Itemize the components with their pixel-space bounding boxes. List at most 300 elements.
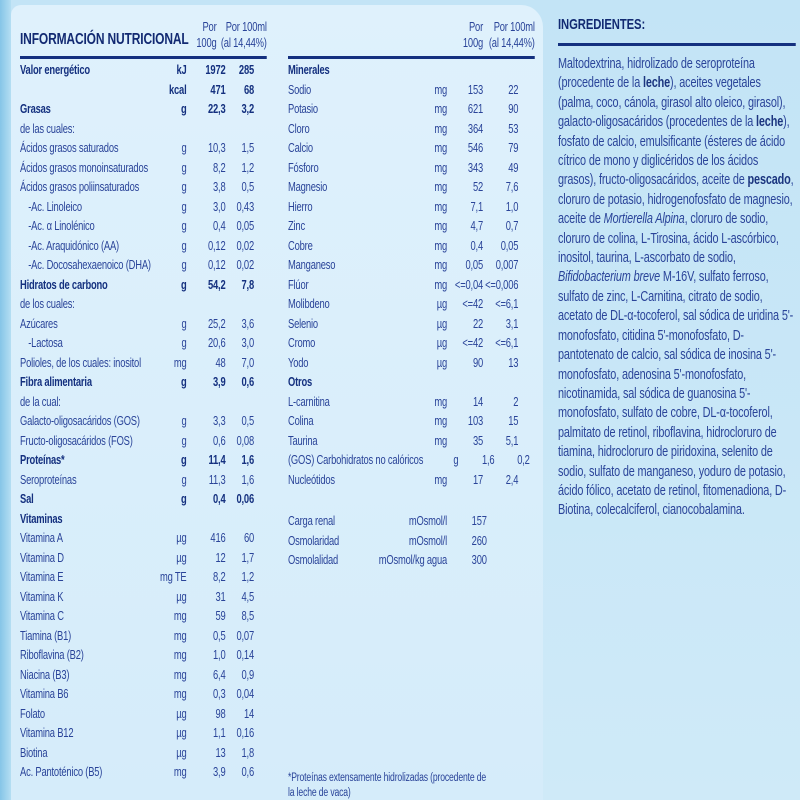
nutrient-label: Yodo xyxy=(288,355,309,370)
value-per-100ml: 1,7 xyxy=(241,550,254,565)
nutrient-unit: mg xyxy=(434,180,447,194)
section-subheader-row xyxy=(288,61,535,81)
value-per-100g: 3,9 xyxy=(213,375,226,389)
nutrient-unit: mg xyxy=(173,687,187,701)
value-per-100g xyxy=(187,295,226,315)
value-per-100ml: 0,04 xyxy=(236,687,254,701)
nutrient-label: Vitamina B6 xyxy=(20,687,69,701)
nutrient-unit: g xyxy=(181,180,187,194)
nutrient-row xyxy=(20,334,267,354)
value-per-100g: 10,3 xyxy=(207,141,226,155)
value-per-100ml: 285 xyxy=(238,63,254,77)
col-header-per-100g: Por 100g xyxy=(462,20,483,50)
ingredients-section xyxy=(558,10,798,521)
value-per-100ml: 0,06 xyxy=(236,492,254,506)
nutrient-unit: g xyxy=(181,316,187,331)
nutrient-label: Otros xyxy=(288,375,313,389)
nutrient-row xyxy=(288,178,535,198)
nutrient-row xyxy=(20,744,267,764)
nutrient-label: Manganeso xyxy=(288,258,336,272)
nutrient-label: Folato xyxy=(20,706,45,721)
value-per-100ml: 1,8 xyxy=(241,745,254,760)
nutrient-label: Osmolaridad xyxy=(288,533,340,548)
ingredient-segment: leche xyxy=(642,75,671,92)
value-per-100g: 0,12 xyxy=(207,258,226,272)
nutrient-label: Tiamina (B1) xyxy=(20,628,72,643)
nutrient-label: Vitaminas xyxy=(20,511,63,526)
nutrient-label: L-carnitina xyxy=(288,394,330,409)
nutrient-label: Colina xyxy=(288,414,314,428)
value-per-100g: 59 xyxy=(215,609,226,623)
nutrient-unit: mg xyxy=(434,277,447,292)
nutrient-label: Cloro xyxy=(288,121,310,136)
nutrient-row xyxy=(288,432,535,452)
value-per-100ml: 60 xyxy=(243,531,254,545)
nutrient-label: Fructo-oligosacáridos (FOS) xyxy=(20,433,133,448)
nutrient-unit: µg xyxy=(176,745,187,760)
value-per-100ml: 0,05 xyxy=(500,238,519,253)
nutrient-unit: µg xyxy=(436,316,447,331)
nutrient-rows-middle xyxy=(288,61,535,490)
nutrient-label: Potasio xyxy=(288,102,318,116)
value-per-100g: <=0,04 xyxy=(454,277,483,292)
nutrient-label: Ácidos grasos saturados xyxy=(20,141,119,155)
nutrient-unit: mg xyxy=(434,433,447,448)
nutrient-unit xyxy=(412,373,447,393)
nutrition-panel xyxy=(11,5,543,800)
nutrient-label: Galacto-oligosacáridos (GOS) xyxy=(20,414,140,428)
nutrient-unit: µg xyxy=(176,531,187,545)
value-per-100ml: 3,2 xyxy=(241,102,254,116)
nutrient-label: Osmolalidad xyxy=(288,553,339,567)
value-per-100g: 31 xyxy=(215,589,226,604)
value-per-100ml xyxy=(226,295,255,315)
nutrient-row xyxy=(288,217,535,237)
nutrient-label: Nucleótidos xyxy=(288,472,335,487)
section-subheader-row xyxy=(20,510,267,530)
value-per-100g: 3,8 xyxy=(213,180,226,194)
col-header-per-100ml: Por 100ml (al 14,44%) xyxy=(220,20,267,50)
value-per-100g: 103 xyxy=(467,414,483,428)
nutrient-label: Vitamina A xyxy=(20,531,63,545)
value-per-100ml: 0,16 xyxy=(236,726,254,740)
nutrient-label: Fibra alimentaria xyxy=(20,375,92,389)
nutrient-label: Vitamina D xyxy=(20,550,64,565)
value-per-100ml: 2 xyxy=(513,394,519,409)
nutrient-unit: g xyxy=(181,219,187,233)
ingredient-segment: Bifidobacterium breve xyxy=(558,269,661,286)
nutrient-unit: g xyxy=(181,258,187,272)
nutrient-row xyxy=(20,529,267,549)
nutrient-unit: g xyxy=(180,492,187,506)
value-per-100g: 260 xyxy=(471,533,487,548)
nutrient-unit: kJ xyxy=(176,63,187,77)
value-per-100g: 471 xyxy=(210,82,226,97)
nutrient-unit: mg xyxy=(434,102,447,116)
nutrient-unit: µg xyxy=(176,706,187,721)
nutrient-unit: µg xyxy=(176,589,187,604)
nutrient-label: Vitamina K xyxy=(20,589,64,604)
value-per-100g: 0,12 xyxy=(207,238,226,253)
nutrient-label: Grasas xyxy=(20,102,51,116)
value-per-100ml: 4,5 xyxy=(241,589,254,604)
value-per-100ml: 8,5 xyxy=(241,609,254,623)
value-per-100g: 3,0 xyxy=(213,199,226,214)
value-per-100g: 22,3 xyxy=(207,102,226,116)
nutrient-unit: µg xyxy=(436,355,447,370)
nutrient-unit: g xyxy=(453,453,459,467)
nutrient-row xyxy=(288,256,535,276)
nutrient-unit: g xyxy=(180,453,187,467)
nutrient-unit: g xyxy=(181,433,187,448)
value-per-100ml: 0,9 xyxy=(241,667,254,682)
value-per-100g: 54,2 xyxy=(207,277,226,292)
table-header xyxy=(20,13,267,59)
nutrient-unit xyxy=(154,393,187,413)
nutrient-unit: mg xyxy=(173,765,187,779)
nutrient-label: Fósforo xyxy=(288,160,319,175)
value-per-100ml: 49 xyxy=(508,160,519,175)
nutrient-unit: g xyxy=(180,375,187,389)
value-per-100ml: 0,05 xyxy=(236,219,254,233)
value-per-100g: 8,2 xyxy=(213,160,226,175)
nutrient-row xyxy=(20,685,267,705)
package-edge-stripe xyxy=(0,0,11,800)
nutrient-row xyxy=(20,724,267,744)
nutrient-unit: mg xyxy=(434,121,447,136)
nutrient-unit: mOsmol/l xyxy=(408,533,447,548)
nutrient-row xyxy=(20,763,267,783)
value-per-100g: 546 xyxy=(467,141,483,155)
nutrient-unit: mg xyxy=(173,628,187,643)
value-per-100g: 0,4 xyxy=(213,219,226,233)
value-per-100g: 0,6 xyxy=(213,433,226,448)
value-per-100g: 1972 xyxy=(205,63,226,77)
nutrient-row xyxy=(20,568,267,588)
value-per-100g: 4,7 xyxy=(470,219,483,233)
value-per-100ml: 15 xyxy=(508,414,519,428)
nutrient-label: Riboflavina (B2) xyxy=(20,648,84,662)
nutrient-label: Taurina xyxy=(288,433,318,448)
value-per-100ml xyxy=(226,510,255,530)
value-per-100ml: 3,1 xyxy=(505,316,519,331)
nutrient-unit: mg xyxy=(434,82,447,97)
value-per-100ml: 0,6 xyxy=(241,765,254,779)
nutrient-row xyxy=(20,217,267,237)
nutrient-unit xyxy=(154,120,187,140)
nutrient-row xyxy=(288,451,535,471)
nutrition-table-left xyxy=(20,13,267,783)
nutrient-row xyxy=(288,412,535,432)
nutrient-label: -Lactosa xyxy=(28,336,63,350)
ingredient-segment: Mortierella Alpina xyxy=(603,211,685,228)
nutrient-row xyxy=(288,354,535,374)
nutrient-label: Vitamina B12 xyxy=(20,726,74,740)
value-per-100ml: 1,0 xyxy=(505,199,519,214)
value-per-100ml: 7,0 xyxy=(241,355,254,370)
value-per-100ml: 22 xyxy=(508,82,519,97)
nutrient-unit: mg xyxy=(434,414,447,428)
nutrient-unit: mg xyxy=(434,160,447,175)
value-per-100g: <=42 xyxy=(462,336,483,350)
nutrient-row xyxy=(20,607,267,627)
value-per-100g: 1,0 xyxy=(213,648,226,662)
nutrient-unit: mg xyxy=(434,258,447,272)
nutrient-unit: mg xyxy=(434,394,447,409)
nutrient-row xyxy=(20,666,267,686)
value-per-100g: 48 xyxy=(215,355,226,370)
ingredient-segment: ), fosfato de calcio, emulsificante (ésteres de ácido cítrico de mono y diglicéridos de los ácidos grasos), fructo-oligosacáridos, aceite de xyxy=(558,114,790,189)
nutrient-row xyxy=(288,471,535,491)
nutrient-label: Biotina xyxy=(20,745,48,760)
nutrient-label: Magnesio xyxy=(288,180,328,194)
nutrient-row xyxy=(20,373,267,393)
nutrient-unit: mOsmol/l xyxy=(408,514,447,528)
nutrient-row xyxy=(288,295,535,315)
nutrient-unit: mg xyxy=(173,609,187,623)
nutrient-label: Zinc xyxy=(288,219,305,233)
value-per-100g: 35 xyxy=(472,433,483,448)
value-per-100g: 8,2 xyxy=(213,570,226,584)
value-per-100g: 343 xyxy=(467,160,483,175)
nutrient-unit: mg xyxy=(434,219,447,233)
nutrient-unit: mg xyxy=(173,355,187,370)
nutrient-unit: mg xyxy=(434,238,447,253)
value-per-100ml: 1,2 xyxy=(241,570,254,584)
nutrient-label: Hidratos de carbono xyxy=(20,277,108,292)
nutrient-row xyxy=(20,178,267,198)
nutrient-row xyxy=(20,256,267,276)
value-per-100g: 157 xyxy=(471,514,487,528)
col-header-per-100ml: Por 100ml (al 14,44%) xyxy=(488,20,535,50)
section-subheader-row xyxy=(288,373,535,393)
nutrient-label: Calcio xyxy=(288,141,313,155)
value-per-100g: 300 xyxy=(471,553,487,567)
nutrient-unit: µg xyxy=(176,550,187,565)
value-per-100ml: <=0,006 xyxy=(485,277,519,292)
nutrient-row xyxy=(20,100,267,120)
value-per-100g: 25,2 xyxy=(207,316,226,331)
value-per-100g xyxy=(187,510,226,530)
protein-footnote: *Proteínas extensamente hidrolizadas (procedente de la leche de vaca) xyxy=(288,771,487,799)
nutrient-label: de las cuales: xyxy=(20,121,75,136)
nutrient-row xyxy=(288,393,535,413)
value-per-100ml: 13 xyxy=(508,355,519,370)
nutrient-label: Ac. Pantoténico (B5) xyxy=(20,765,103,779)
nutrient-label: Ácidos grasos monoinsaturados xyxy=(20,160,148,175)
nutrient-row xyxy=(20,315,267,335)
nutrient-unit: µg xyxy=(176,726,187,740)
nutrient-row xyxy=(20,588,267,608)
nutrient-row xyxy=(20,61,267,81)
osmolarity-row xyxy=(288,512,535,532)
value-per-100ml: 5,1 xyxy=(505,433,519,448)
value-per-100g: 52 xyxy=(472,180,483,194)
nutrient-label: de los cuales: xyxy=(20,297,75,311)
ingredient-segment: leche xyxy=(756,114,784,131)
nutrient-row xyxy=(20,159,267,179)
nutrient-label: -Ac. Linoleico xyxy=(28,199,82,214)
nutrient-row xyxy=(20,276,267,296)
nutrient-row xyxy=(20,412,267,432)
nutrient-label: Ácidos grasos poliinsaturados xyxy=(20,180,140,194)
value-per-100g: 364 xyxy=(467,121,483,136)
nutrient-label: -Ac. α Linolénico xyxy=(28,219,95,233)
value-per-100g: 0,5 xyxy=(213,628,226,643)
nutrient-label: Molibdeno xyxy=(288,297,330,311)
ingredient-segment: Maltodextrina, hidrolizado de seroproteína (procedente de la xyxy=(558,56,755,92)
ingredient-segment: pescado xyxy=(747,172,791,189)
nutrient-unit: g xyxy=(180,102,187,116)
value-per-100ml: 3,0 xyxy=(241,336,254,350)
value-per-100ml: 0,07 xyxy=(236,628,254,643)
nutrient-unit xyxy=(154,510,187,530)
value-per-100ml xyxy=(226,393,255,413)
nutrient-row xyxy=(20,451,267,471)
value-per-100ml: 0,02 xyxy=(236,258,254,272)
value-per-100ml: <=6,1 xyxy=(495,336,519,350)
nutrient-label: Azúcares xyxy=(20,316,58,331)
value-per-100ml: 7,8 xyxy=(241,277,254,292)
nutrient-row xyxy=(20,490,267,510)
value-per-100ml: 14 xyxy=(243,706,254,721)
value-per-100ml: 68 xyxy=(243,82,254,97)
value-per-100ml xyxy=(483,61,518,81)
value-per-100g: 17 xyxy=(472,472,483,487)
value-per-100g xyxy=(187,120,226,140)
nutrient-unit: kcal xyxy=(168,82,187,97)
nutrient-unit: mg xyxy=(434,141,447,155)
value-per-100ml: 79 xyxy=(508,141,519,155)
value-per-100g: 3,9 xyxy=(213,765,226,779)
nutrient-unit: g xyxy=(181,472,187,487)
value-per-100g xyxy=(447,61,483,81)
value-per-100ml: 0,14 xyxy=(236,648,254,662)
value-per-100ml: 0,5 xyxy=(241,414,254,428)
value-per-100g: 6,4 xyxy=(213,667,226,682)
nutrient-label: Proteínas* xyxy=(20,453,65,467)
value-per-100ml: 0,5 xyxy=(241,180,254,194)
nutrient-label: -Ac. Docosahexaenoico (DHA) xyxy=(28,258,151,272)
value-per-100g: 153 xyxy=(467,82,483,97)
value-per-100g: 1,1 xyxy=(213,726,226,740)
value-per-100g xyxy=(447,373,483,393)
osmolarity-row xyxy=(288,551,535,571)
nutrient-label: (GOS) Carbohidratos no calóricos xyxy=(288,453,424,467)
nutrient-label: Sodio xyxy=(288,82,312,97)
nutrient-label: Polioles, de los cuales: inositol xyxy=(20,355,141,370)
nutrient-row xyxy=(20,393,267,413)
value-per-100ml: 7,6 xyxy=(505,180,519,194)
value-per-100ml: 1,6 xyxy=(241,453,254,467)
nutrient-label xyxy=(20,81,154,101)
ingredient-segment: ), aceites vegetales (palma, coco, cánola, girasol alto oleico, girasol), galacto-oligosacáridos (procedentes de la xyxy=(558,75,786,131)
nutrient-label: Sal xyxy=(20,492,34,506)
nutrient-unit: mg xyxy=(173,667,187,682)
nutrient-unit: g xyxy=(181,141,187,155)
value-per-100ml: 0,02 xyxy=(236,238,254,253)
nutrient-row xyxy=(20,198,267,218)
nutrient-unit: g xyxy=(181,414,187,428)
nutrient-row xyxy=(288,198,535,218)
value-per-100ml: 2,4 xyxy=(505,472,519,487)
nutrient-label: Minerales xyxy=(288,63,330,77)
nutrient-label: Flúor xyxy=(288,277,309,292)
osmolarity-row xyxy=(288,532,535,552)
nutrient-row xyxy=(288,81,535,101)
osmolarity-rows xyxy=(288,512,535,571)
nutrient-label: Seroproteínas xyxy=(20,472,77,487)
value-per-100ml: 0,08 xyxy=(236,433,254,448)
value-per-100ml xyxy=(226,120,255,140)
nutrient-label: Carga renal xyxy=(288,514,335,528)
value-per-100g: 0,05 xyxy=(465,258,483,272)
value-per-100ml: 1,6 xyxy=(241,472,254,487)
ingredients-text xyxy=(558,55,798,521)
nutrient-unit: g xyxy=(180,277,187,292)
value-per-100g xyxy=(187,393,226,413)
value-per-100g: 20,6 xyxy=(207,336,226,350)
value-per-100g: 3,3 xyxy=(213,414,226,428)
nutrient-row xyxy=(288,237,535,257)
nutrient-row xyxy=(20,646,267,666)
nutrient-unit: g xyxy=(181,199,187,214)
value-per-100g: 90 xyxy=(472,355,483,370)
nutrient-label: Selenio xyxy=(288,316,318,331)
value-per-100g: 12 xyxy=(215,550,226,565)
nutrient-unit: g xyxy=(181,238,187,253)
value-per-100ml: 0,2 xyxy=(517,453,530,467)
nutrient-row xyxy=(288,139,535,159)
value-per-100g: 13 xyxy=(215,745,226,760)
value-per-100ml: 1,5 xyxy=(241,141,254,155)
nutrient-unit xyxy=(412,61,447,81)
nutrient-row xyxy=(20,81,267,101)
value-per-100g: 11,3 xyxy=(208,472,226,487)
value-per-100ml: <=6,1 xyxy=(495,297,519,311)
value-per-100g: 621 xyxy=(467,102,483,116)
ingredient-segment: , cloruro de potasio, hidrogenofosfato de magnesio, aceite de xyxy=(558,172,794,228)
col-header-per-100g: Por 100g xyxy=(196,20,217,50)
nutrient-row xyxy=(20,295,267,315)
nutrient-label: Valor energético xyxy=(20,63,90,77)
nutrient-row xyxy=(20,549,267,569)
value-per-100g: 0,3 xyxy=(213,687,226,701)
value-per-100ml: 3,6 xyxy=(241,316,254,331)
value-per-100ml: 0,007 xyxy=(495,258,519,272)
value-per-100ml: 90 xyxy=(508,102,519,116)
panel-title: INFORMACIÓN NUTRICIONAL xyxy=(20,31,189,48)
nutrient-row xyxy=(20,471,267,491)
nutrition-table-middle xyxy=(288,13,535,800)
ingredients-title: INGREDIENTES: xyxy=(558,10,796,46)
nutrient-row xyxy=(20,705,267,725)
nutrient-unit: g xyxy=(181,336,187,350)
value-per-100g: 98 xyxy=(215,706,226,721)
nutrient-label: -Ac. Araquidónico (AA) xyxy=(28,238,119,253)
nutrient-label: Cobre xyxy=(288,238,313,253)
nutrient-unit: µg xyxy=(436,336,447,350)
nutrient-unit: g xyxy=(181,160,187,175)
value-per-100g: 22 xyxy=(472,316,483,331)
nutrient-row xyxy=(20,237,267,257)
nutrient-row xyxy=(20,354,267,374)
nutrient-unit: mg xyxy=(434,472,447,487)
nutrient-row xyxy=(288,315,535,335)
nutrient-label: Niacina (B3) xyxy=(20,667,70,682)
table-header xyxy=(288,13,535,59)
value-per-100ml: 53 xyxy=(508,121,519,136)
